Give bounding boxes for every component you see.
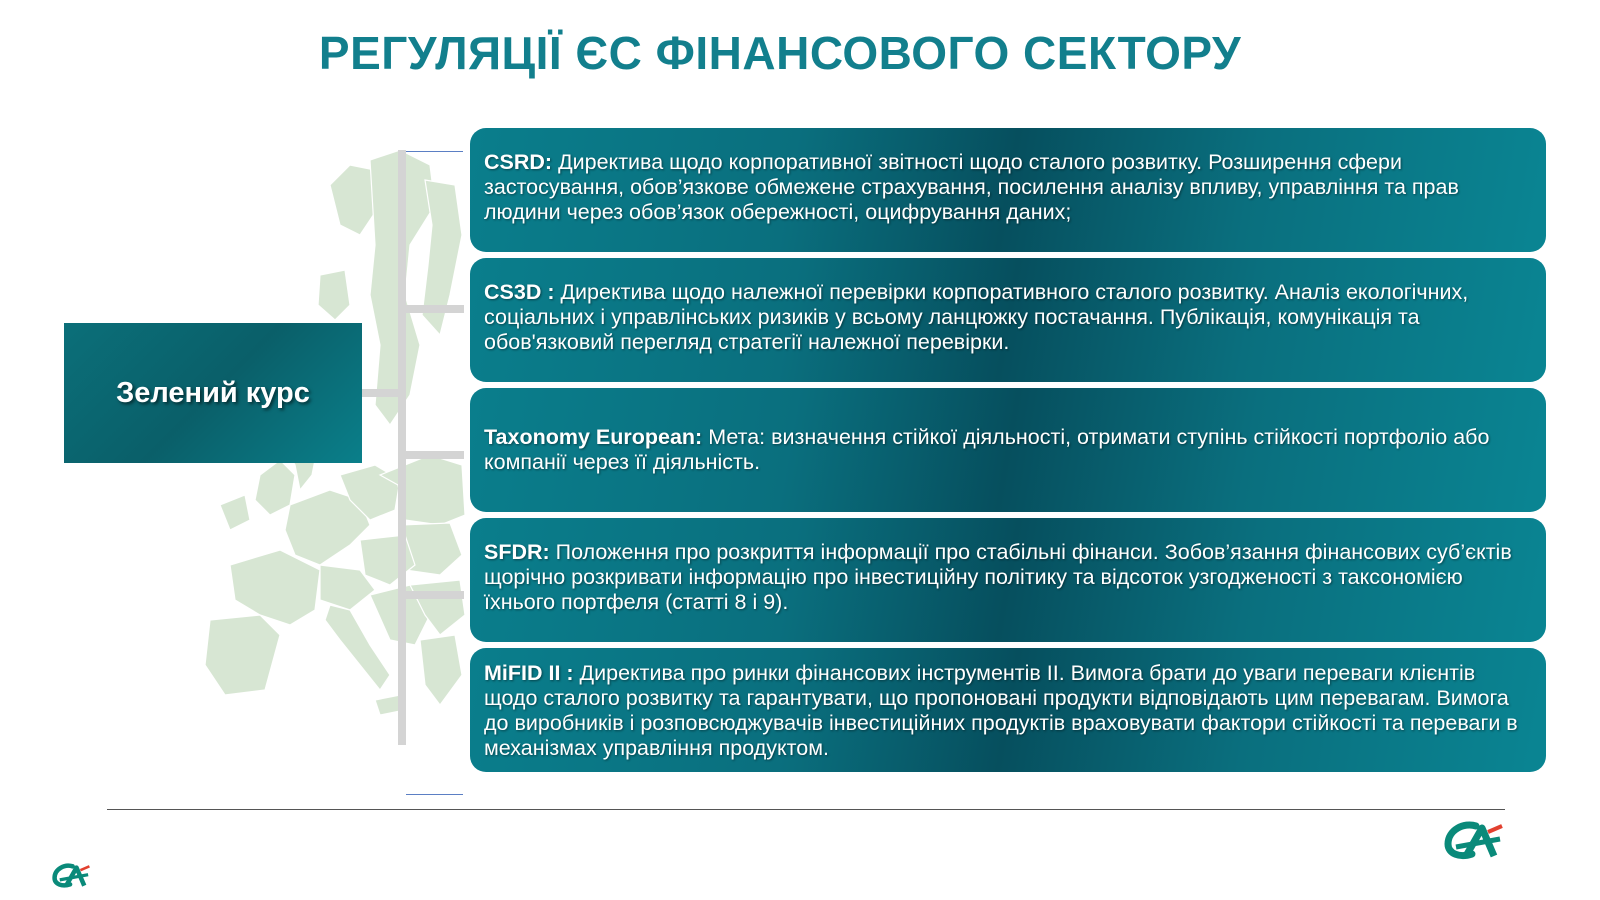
green-course-label: Зелений курс xyxy=(116,376,310,409)
regulation-description: Мета: визначення стійкої діяльності, отримати ступінь стійкості портфоліо або компанії через її діяльність. xyxy=(484,425,1490,474)
connector-horizontal xyxy=(362,389,402,397)
regulation-card-mifid xyxy=(470,648,1546,772)
connector-vertical xyxy=(398,150,406,745)
page-title: РЕГУЛЯЦІЇ ЄС ФІНАНСОВОГО СЕКТОРУ xyxy=(318,27,1242,79)
regulation-description: Положення про розкриття інформації про стабільні фінанси. Зобов’язання фінансових суб’єктів щорічно розкривати інформацію про інвестиційну політику та відсоток узгодженості з таксономією їхнього портфеля (статті 8 і 9). xyxy=(484,540,1512,614)
regulation-card-csrd xyxy=(470,128,1546,252)
regulation-description: Директива про ринки фінансових інструментів II. Вимога брати до уваги переваги клієнтів щодо сталого розвитку та гарантувати, що пропоновані продукти відповідають цим перевагам. Вимога до виробників і розповсюджувачів інвестиційних продуктів враховувати фактори стійкості та переваги в механізмах управління продуктом. xyxy=(484,661,1518,760)
regulation-code: SFDR: xyxy=(484,540,550,564)
credit-agricole-logo-icon xyxy=(52,862,92,890)
regulation-code: CS3D : xyxy=(484,280,555,304)
regulation-description: Директива щодо належної перевірки корпоративного сталого розвитку. Аналіз екологічних, соціальних і управлінських ризиків у всьому ланцюжку постачання. Публікація, комунікація та обов'язковий перегляд стратегії належної перевірки. xyxy=(484,280,1469,354)
connector-branch xyxy=(402,451,464,459)
connector-tick xyxy=(406,794,463,795)
regulation-card-taxonomy xyxy=(470,388,1546,512)
connector-branch xyxy=(402,305,464,313)
regulation-description: Директива щодо корпоративної звітності щодо сталого розвитку. Розширення сфери застосування, обов’язкове обмежене страхування, посилення аналізу впливу, управління та прав людини через обов’язок обережності, оцифрування даних; xyxy=(484,150,1459,224)
credit-agricole-logo-icon xyxy=(1444,820,1506,862)
regulation-card-sfdr xyxy=(470,518,1546,642)
connector-tick xyxy=(406,151,463,152)
regulation-code: Taxonomy European: xyxy=(484,425,703,449)
regulation-card-cs3d xyxy=(470,258,1546,382)
regulation-code: CSRD: xyxy=(484,150,553,174)
connector-branch xyxy=(402,591,464,599)
regulation-code: MiFID II : xyxy=(484,661,574,685)
footer-divider xyxy=(107,809,1505,810)
green-course-box xyxy=(64,323,362,463)
